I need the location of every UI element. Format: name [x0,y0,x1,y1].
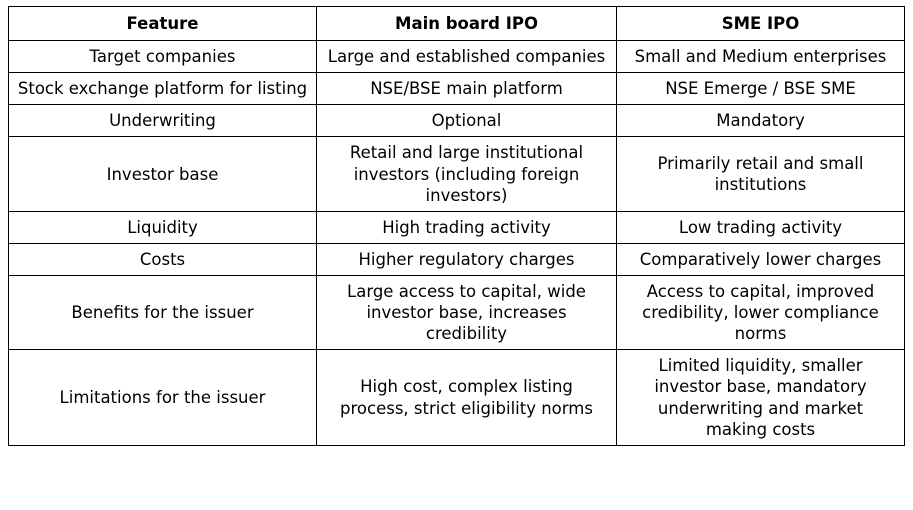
cell-feature: Liquidity [9,211,317,243]
table-row [9,105,905,137]
cell-sme: Limited liquidity, smaller investor base, mandatory underwriting and market making costs [617,350,905,445]
cell-sme: Comparatively lower charges [617,243,905,275]
cell-sme: NSE Emerge / BSE SME [617,73,905,105]
table-row [9,73,905,105]
cell-main-board: High trading activity [317,211,617,243]
table-body [9,41,905,446]
column-header-feature: Feature [9,7,317,41]
column-header-sme-ipo: SME IPO [617,7,905,41]
table-row [9,41,905,73]
cell-feature: Limitations for the issuer [9,350,317,445]
table-header-row [9,7,905,41]
table-row [9,350,905,445]
table-row [9,211,905,243]
cell-main-board: Higher regulatory charges [317,243,617,275]
cell-main-board: Retail and large institutional investors (including foreign investors) [317,137,617,211]
cell-feature: Costs [9,243,317,275]
cell-main-board: Large access to capital, wide investor base, increases credibility [317,275,617,349]
cell-main-board: High cost, complex listing process, strict eligibility norms [317,350,617,445]
table-row [9,137,905,211]
cell-feature: Underwriting [9,105,317,137]
cell-main-board: Large and established companies [317,41,617,73]
table-header [9,7,905,41]
cell-sme: Low trading activity [617,211,905,243]
ipo-comparison-table [8,6,905,446]
cell-sme: Primarily retail and small institutions [617,137,905,211]
cell-feature: Target companies [9,41,317,73]
table-row [9,275,905,349]
cell-feature: Stock exchange platform for listing [9,73,317,105]
cell-main-board: Optional [317,105,617,137]
cell-sme: Small and Medium enterprises [617,41,905,73]
column-header-main-board-ipo: Main board IPO [317,7,617,41]
cell-sme: Access to capital, improved credibility, lower compliance norms [617,275,905,349]
cell-sme: Mandatory [617,105,905,137]
cell-main-board: NSE/BSE main platform [317,73,617,105]
cell-feature: Investor base [9,137,317,211]
table-row [9,243,905,275]
cell-feature: Benefits for the issuer [9,275,317,349]
